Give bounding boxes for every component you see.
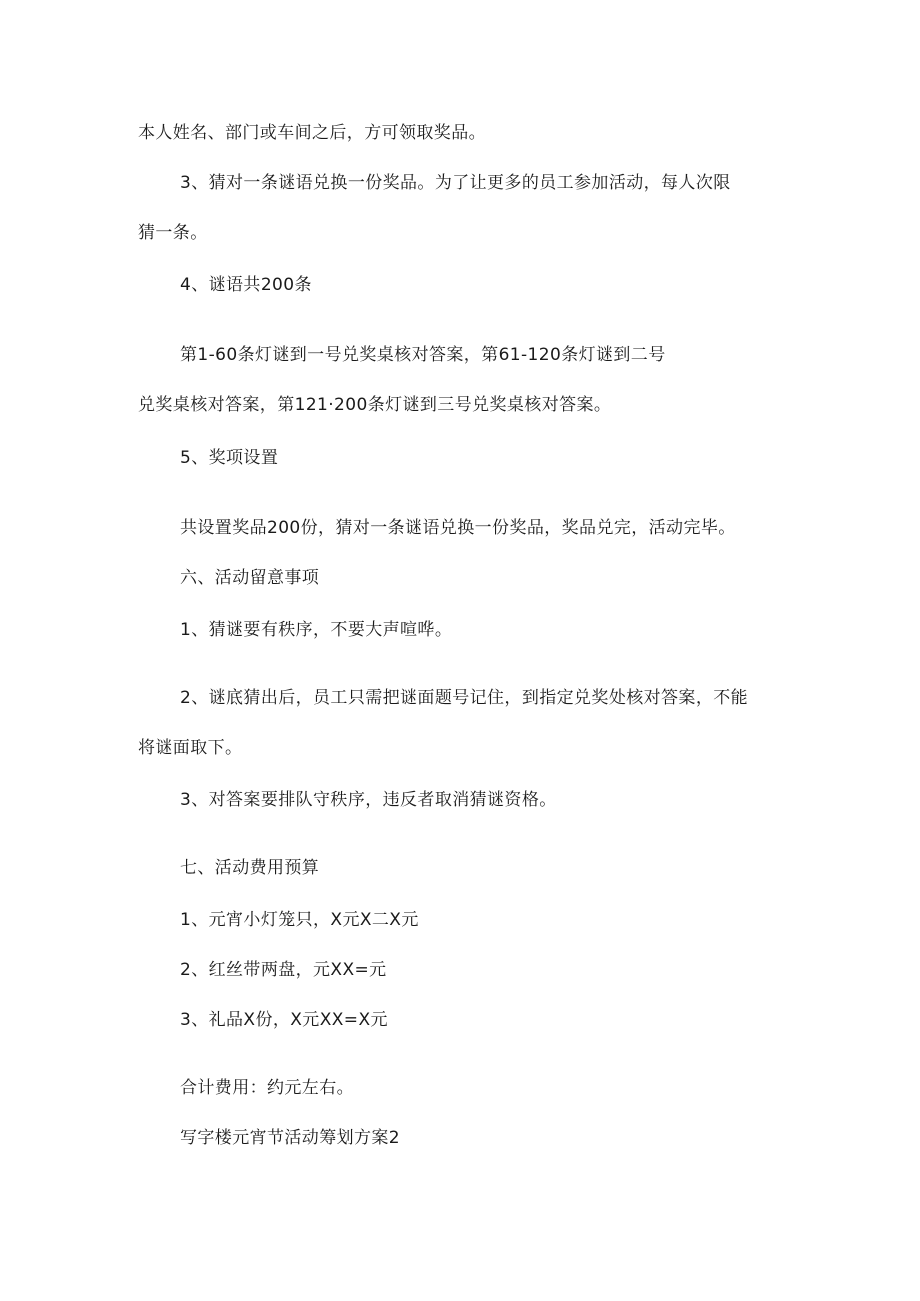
paragraph-line: 3、猜对一条谜语兑换一份奖品。为了让更多的员工参加活动，每人次限 xyxy=(180,173,731,193)
paragraph-line: 共设置奖品200份，猜对一条谜语兑换一份奖品，奖品兑完，活动完毕。 xyxy=(180,518,736,538)
paragraph-line: 第1-60条灯谜到一号兑奖桌核对答案，第61-120条灯谜到二号 xyxy=(180,345,666,365)
list-item: 2、红丝带两盘，元XX=元 xyxy=(180,960,387,980)
section-heading: 六、活动留意事项 xyxy=(180,568,320,588)
paragraph-line: 本人姓名、部门或车间之后，方可领取奖品。 xyxy=(138,123,486,143)
list-item: 3、礼品X份，X元XX=X元 xyxy=(180,1010,388,1030)
paragraph-line: 兑奖桌核对答案，第121·200条灯谜到三号兑奖桌核对答案。 xyxy=(138,395,612,415)
list-item-heading: 5、奖项设置 xyxy=(180,448,279,468)
section-heading: 七、活动费用预算 xyxy=(180,858,320,878)
list-item-heading: 4、谜语共200条 xyxy=(180,275,312,295)
list-item: 3、对答案要排队守秩序，违反者取消猜谜资格。 xyxy=(180,790,557,810)
next-section-title: 写字楼元宵节活动筹划方案2 xyxy=(180,1128,401,1148)
paragraph-line: 将谜面取下。 xyxy=(138,738,243,758)
list-item: 2、谜底猜出后，员工只需把谜面题号记住，到指定兑奖处核对答案，不能 xyxy=(180,688,749,708)
total-cost-line: 合计费用：约元左右。 xyxy=(180,1078,354,1098)
paragraph-line: 猜一条。 xyxy=(138,223,208,243)
list-item: 1、元宵小灯笼只，X元X二X元 xyxy=(180,910,419,930)
list-item: 1、猜谜要有秩序，不要大声喧哗。 xyxy=(180,620,453,640)
